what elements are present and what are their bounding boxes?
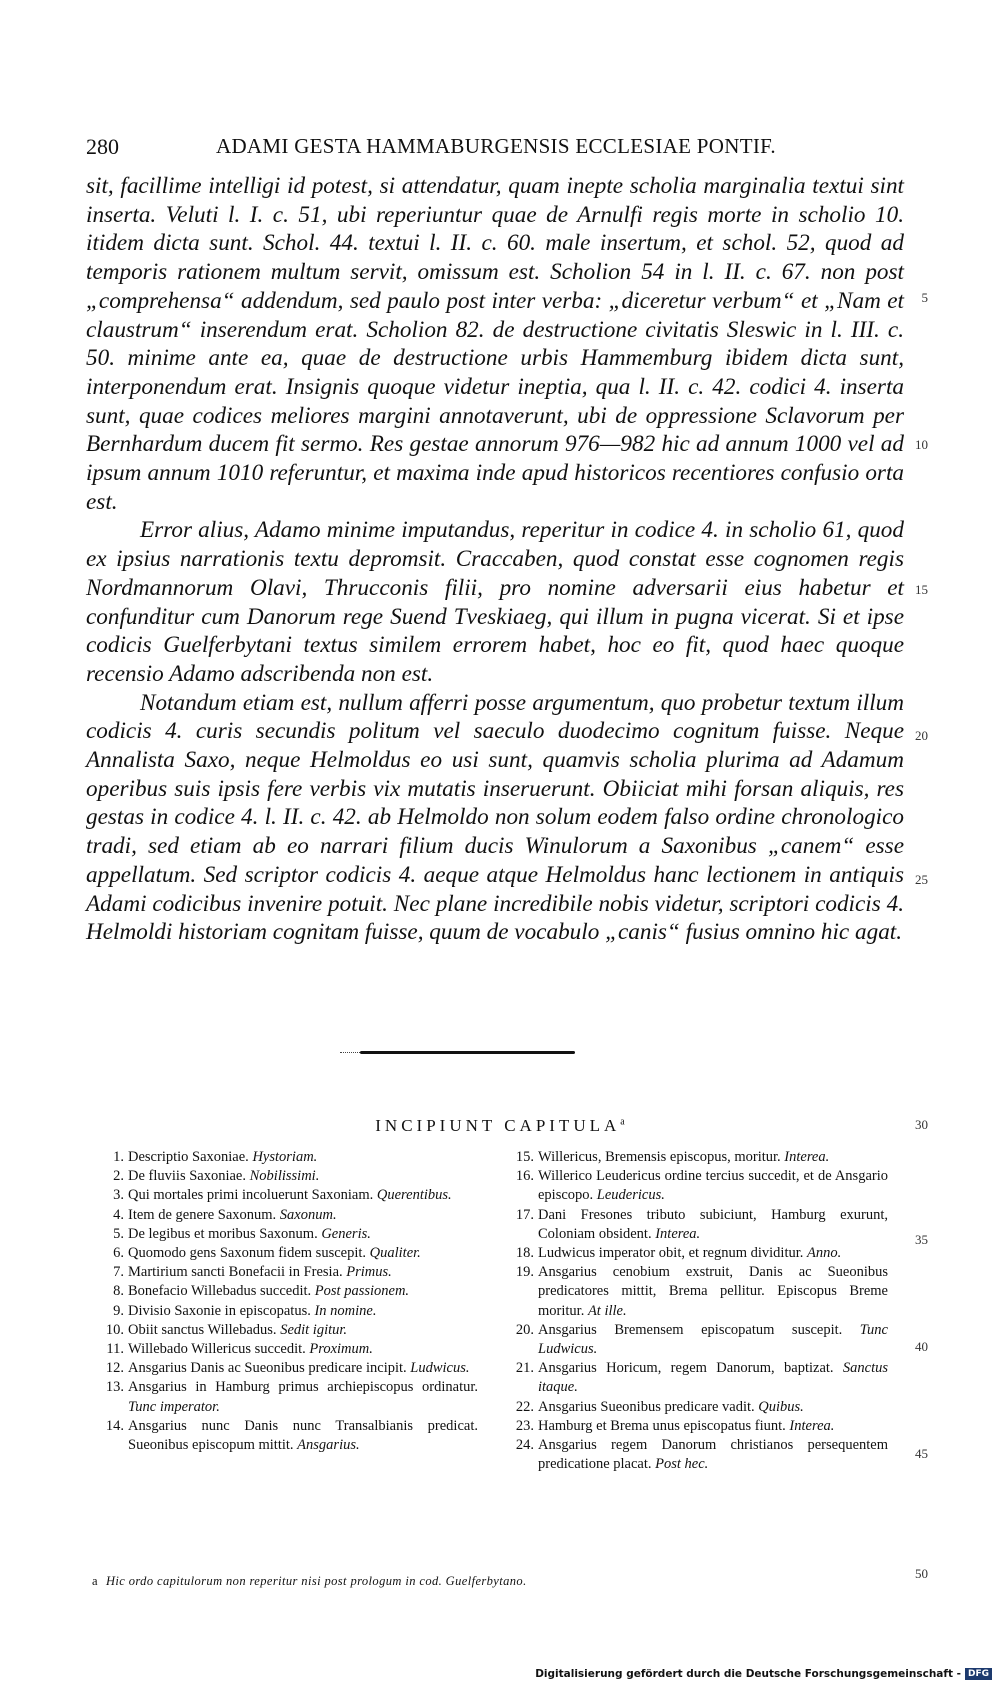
chapter-entry [510,1398,888,1417]
divider-dots [340,1052,360,1054]
chapter-number: 19. [515,1264,534,1281]
chapter-number: 10. [105,1321,124,1338]
chapter-title: Ansgarius Bremensem episcopatum suscepit. [538,1321,843,1338]
line-number: 30 [915,1117,928,1132]
chapter-entry [100,1340,478,1359]
chapter-incipit: Qualiter. [369,1245,421,1262]
line-number: 45 [915,1446,928,1461]
chapter-incipit: Primus. [346,1264,392,1281]
chapter-entry [100,1302,478,1321]
chapter-title: Willerico Leudericus ordine tercius succedit, et de Ansgario episcopo. [538,1168,888,1204]
digitization-credit [535,1668,992,1680]
chapter-incipit: Tunc imperator. [128,1398,220,1415]
chapter-title: Quomodo gens Saxonum fidem suscepit. [128,1245,367,1262]
chapter-entry [100,1417,478,1455]
footnote-reference: a [620,1116,625,1128]
footnote-text: Hic ordo capitulorum non reperitur nisi post prologum in cod. Guelferbytano. [105,1574,527,1588]
chapter-entry [100,1282,478,1301]
chapter-entry [510,1417,888,1436]
dfg-logo: DFG [965,1668,992,1680]
chapter-entry [100,1148,478,1167]
chapter-number: 13. [105,1379,124,1396]
chapter-title: Hamburg et Brema unus episcopatus fiunt. [538,1417,786,1434]
chapter-title: Qui mortales primi incoluerunt Saxoniam. [128,1187,374,1204]
chapter-incipit: Post hec. [655,1456,709,1473]
chapter-number: 20. [515,1321,534,1338]
chapter-number: 1. [113,1149,124,1165]
chapter-number: 4. [113,1206,124,1223]
chapter-incipit: Ansgarius. [297,1437,360,1454]
chapter-entry [100,1225,478,1244]
chapter-title: De fluviis Saxoniae. [128,1168,246,1185]
chapter-title: Martirium sancti Bonefacii in Fresia. [128,1264,343,1281]
chapter-title: De legibus et moribus Saxonum. [128,1225,318,1242]
chapter-number: 16. [515,1168,534,1185]
chapter-title: Ansgarius nunc Danis nunc Transalbianis predicat. Sueonibus episcopum mittit. [128,1417,478,1454]
chapter-entry [510,1148,888,1167]
chapter-entry [510,1359,888,1397]
chapter-number: 22. [515,1398,534,1415]
chapter-incipit: At ille. [587,1302,627,1319]
chapter-entry [510,1167,888,1205]
chapter-incipit: Interea. [784,1149,830,1165]
chapter-incipit: In nomine. [314,1302,377,1319]
chapter-number: 2. [113,1168,124,1185]
chapter-title: Willericus, Bremensis episcopus, moritur. [538,1149,781,1165]
line-number: 35 [915,1232,928,1247]
chapter-incipit: Ludwicus. [410,1360,470,1377]
chapter-incipit: Generis. [321,1225,371,1242]
chapter-entry [100,1186,478,1205]
chapter-entry [510,1263,888,1321]
footnote [92,1574,912,1589]
paragraph: sit, facillime intelligi id potest, si attendatur, quam inepte scholia marginalia textui sint inserta. Veluti l. I. c. 51, ubi reperiuntur quae de Arnulfi regis morte in scholio 10. itidem dicta sunt. Schol. 44. textui l. II. c. 60. male insertum, et schol. 52, quod ad temporis rationem multum servit, omissum est. Scholion 54 in l. II. c. 67. non post „comprehensa“ addendum, sed paulo post inter verba: „diceretur verbum“ et „Nam et claustrum“ inserendum erat. Scholion 82. de destructione civitatis Sleswic in l. III. c. 50. minime ante ea, quae de destructione urbis Hammemburg ibidem dicta sunt, interponendum erat. Insignis quoque videtur ineptia, qua l. II. c. 42. codici 4. inserta sunt, quae codices meliores margini annotaverunt, ubi de oppressione Sclavorum per Bernhardum ducem fit sermo. Res gestae annorum 976—982 hic ad annum 1000 vel ad ipsum annum 1010 referuntur, et maxima inde apud historicos recentiores confusio orta est. [86,173,904,515]
chapter-entry [100,1244,478,1263]
chapter-incipit: Leudericus. [596,1187,665,1204]
chapter-title: Divisio Saxonie in episcopatus. [128,1302,311,1319]
chapter-entry [100,1206,478,1225]
chapter-entry [100,1359,478,1378]
chapter-number: 9. [113,1302,124,1319]
chapter-incipit: Nobilissimi. [249,1168,320,1185]
main-text [86,172,904,947]
chapter-incipit: Proximum. [309,1341,373,1358]
chapter-number: 21. [515,1360,534,1377]
chapter-incipit: Tunc Ludwicus. [538,1321,888,1358]
line-number: 20 [915,728,928,743]
chapter-incipit: Hystoriam. [252,1149,318,1165]
divider-bar [360,1051,575,1054]
chapter-entry [100,1378,478,1416]
chapter-title: Bonefacio Willebadus succedit. [128,1283,312,1300]
chapter-number: 17. [515,1206,534,1223]
chapter-number: 8. [113,1283,124,1300]
chapter-title: Ludwicus imperator obit, et regnum dividitur. [538,1245,804,1262]
chapter-list-left [100,1148,478,1455]
chapter-title: Ansgarius in Hamburg primus archiepiscopus ordinatur. [128,1379,478,1396]
chapter-title: Descriptio Saxoniae. [128,1149,249,1165]
section-divider [360,1049,575,1055]
chapter-number: 15. [515,1149,534,1165]
chapter-title: Ansgarius regem Danorum christianos persequentem predicatione placat. [538,1437,888,1473]
chapter-incipit: Saxonum. [279,1206,337,1223]
chapter-title: Ansgarius Horicum, regem Danorum, baptizat. [538,1360,834,1377]
chapter-incipit: Querentibus. [376,1187,452,1204]
chapter-incipit: Anno. [807,1245,842,1262]
chapter-entry [100,1167,478,1186]
chapter-number: 14. [105,1417,124,1434]
chapter-incipit: Post passionem. [314,1283,410,1300]
chapter-number: 3. [113,1187,124,1204]
line-number: 10 [915,437,928,452]
chapter-title: Ansgarius Danis ac Sueonibus predicare incipit. [128,1360,407,1377]
paragraph: Notandum etiam est, nullum afferri posse argumentum, quo probetur textum illum codicis 4. curis secundis politum vel saeculo duodecimo cognitum fuisse. Neque Annalista Saxo, neque Helmoldus eo usi sunt, quamvis scholia plurima ad Adamum operibus suis ipsis fere verbis vix mutatis inseruerunt. Obiiciat mihi forsan aliquis, res gestas in codice 4. l. II. c. 42. ab Helmoldo non solum eodem falso ordine chronologico tradi, sed etiam ab eo narrari filium ducis Winulorum a Saxonibus „canem“ esse appellatum. Sed scriptor codicis 4. aeque atque Helmoldus hanc lectionem in antiquis Adami codicibus invenire potuit. Nec plane incredibile nobis videtur, scriptori codicis 4. Helmoldi historiam cognitam fuisse, quum de vocabulo „canis“ fusius omnino hic agat. [86,689,904,946]
chapter-title: Dani Fresones tributo subiciunt, Hamburg exurunt, Coloniam obsident. [538,1206,888,1242]
chapter-title: Willebado Willericus succedit. [128,1341,306,1358]
line-number: 15 [915,582,928,597]
paragraph: Error alius, Adamo minime imputandus, reperitur in codice 4. in scholio 61, quod ex ipsius narrationis textu depromsit. Craccaben, quod constat esse cognomen regis Nordmannorum Olavi, Thrucconis filii, pro nomine adversarii eius habetur et confunditur cum Danorum rege Suend Tveskiaeg, qui illum in pugna vicerat. Si et ipse codicis Guelferbytani textus similem errorem habet, hoc eo fit, quod haec quoque recensio Adamo adscribenda non est. [86,517,904,687]
capitula-heading [0,1116,1000,1136]
chapter-incipit: Sedit igitur. [280,1321,348,1338]
chapter-entry [510,1206,888,1244]
digitization-text: Digitalisierung gefördert durch die Deutsche Forschungsgemeinschaft - [535,1668,961,1680]
line-number: 5 [921,290,928,305]
page-header [86,134,916,164]
chapter-title: Ansgarius Sueonibus predicare vadit. [538,1398,755,1415]
chapter-incipit: Quibus. [758,1398,804,1415]
chapter-entry [100,1321,478,1340]
running-title: ADAMI GESTA HAMMABURGENSIS ECCLESIAE PONTIF. [216,134,776,158]
chapter-title: Obiit sanctus Willebadus. [128,1321,277,1338]
capitula-title: INCIPIUNT CAPITULA [375,1116,621,1135]
chapter-list-right [510,1148,888,1474]
chapter-incipit: Interea. [655,1225,701,1242]
chapter-incipit: Sanctus itaque. [538,1360,888,1396]
chapter-incipit: Interea. [789,1417,835,1434]
chapter-number: 24. [515,1437,534,1454]
chapter-number: 11. [106,1341,124,1358]
chapter-number: 12. [105,1360,124,1377]
chapter-number: 5. [113,1225,124,1242]
chapter-entry [510,1436,888,1474]
chapter-number: 6. [113,1245,124,1262]
chapter-title: Ansgarius cenobium exstruit, Danis ac Sueonibus predicatores mittit, Brema pellitur. Episcopus Breme moritur. [538,1264,888,1319]
line-number: 50 [915,1566,928,1581]
chapter-title: Item de genere Saxonum. [128,1206,277,1223]
chapter-number: 7. [113,1264,124,1281]
page-number: 280 [86,134,119,159]
footnote-mark: a [92,1574,98,1588]
chapter-entry [100,1263,478,1282]
chapter-number: 23. [515,1417,534,1434]
chapter-number: 18. [515,1245,534,1262]
chapter-entry [510,1244,888,1263]
line-number: 25 [915,872,928,887]
chapter-entry [510,1321,888,1359]
line-number: 40 [915,1339,928,1354]
